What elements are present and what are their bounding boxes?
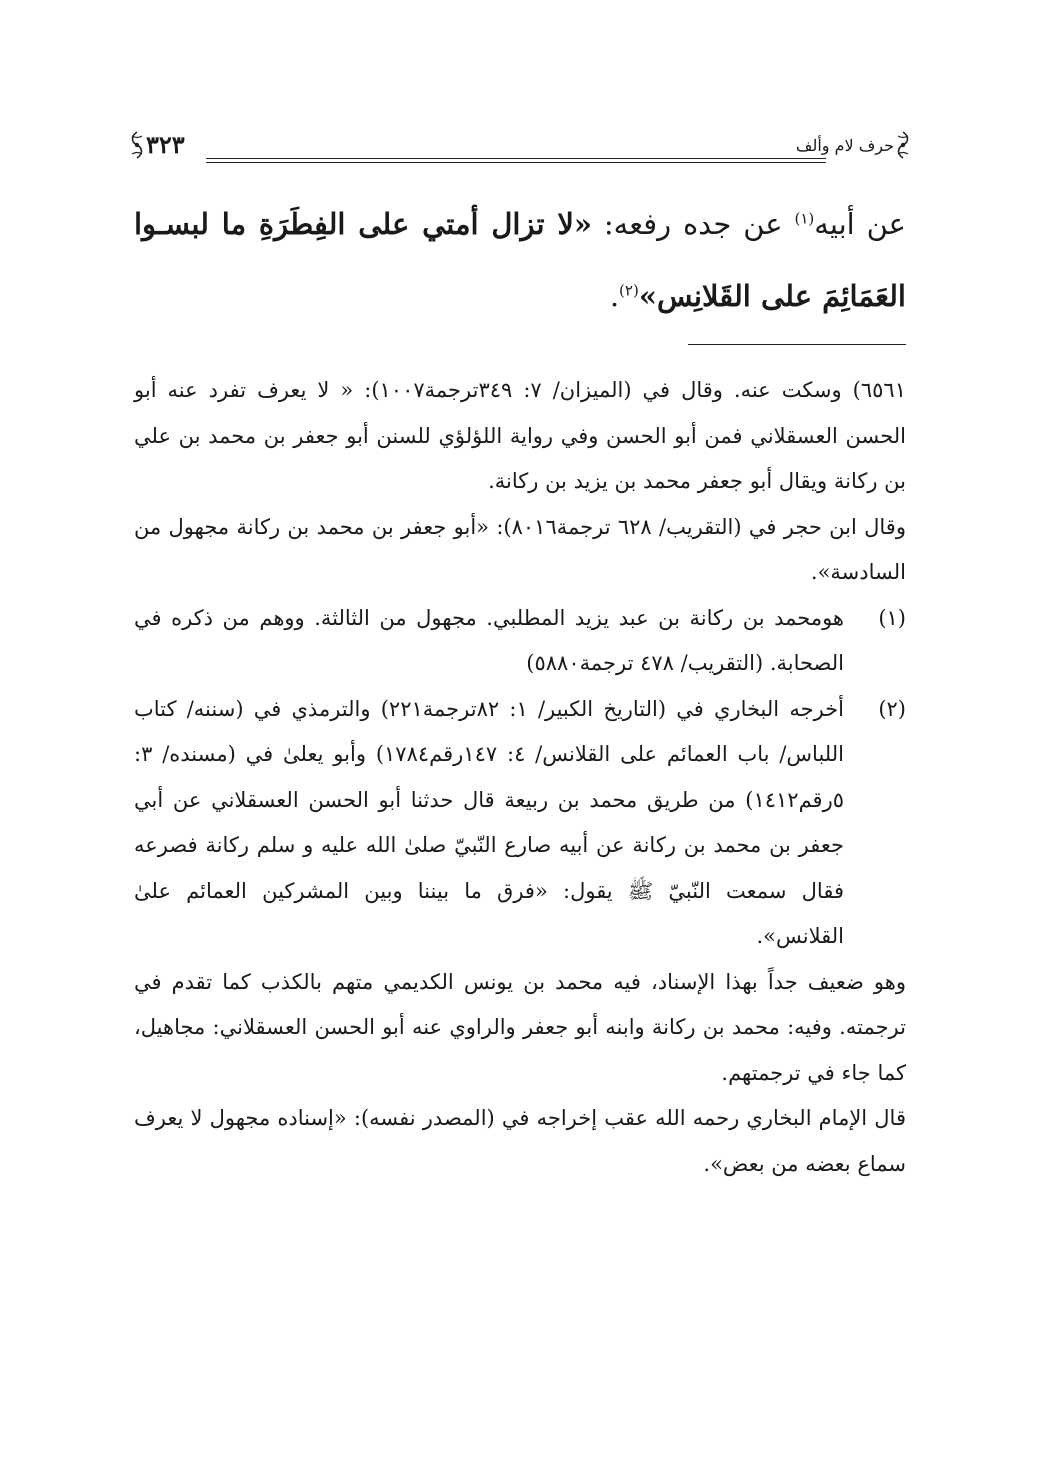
footnote-1-number: (١) [878, 605, 906, 630]
footnote-2 [134, 687, 906, 960]
footnote-ref-1[interactable]: (١) [794, 209, 815, 228]
page-number: ٣٢٣ [146, 130, 185, 159]
running-header [134, 128, 906, 168]
footnote-1-text: هومحمد بن ركانة بن عبد يزيد المطلبي. مجهول من الثالثة. ووهم من ذكره في الصحابة. (التقريب/ ٤٧٨ ترجمة٥٨٨٠) [134, 605, 844, 675]
footnote-paragraph-4: قال الإمام البخاري رحمه الله عقب إخراجه في (المصدر نفسه): «إسناده مجهول لا يعرف سماع بعضه من بعض». [134, 1106, 906, 1176]
footnote-continuation-1: ٦٥٦١) وسكت عنه. وقال في (الميزان/ ٧: ٣٤٩ترجمة١٠٠٧): « لا يعرف تفرد عنه أبو الحسن العسقلاني فمن أبو الحسن وفي رواية اللؤلؤي للسنن أبو جعفر بن محمد بن علي بن ركانة ويقال أبو جعفر محمد بن يزيد بن ركانة. [134, 378, 906, 493]
main-end: . [609, 279, 620, 313]
main-intro: عن أبيه [814, 207, 906, 241]
footnote-2-number: (٢) [878, 696, 906, 721]
ornament-right-icon [894, 130, 912, 160]
footnote-ref-2[interactable]: (٢) [619, 281, 639, 300]
footnote-divider [688, 344, 906, 345]
hadith-quote: «لا تزال أمتي على الفِطَرَةِ ما لبسـوا العَمَائِمَ على القَلانِس» [134, 207, 906, 313]
footnotes [134, 368, 906, 1187]
footnote-1 [134, 596, 906, 687]
footnote-continuation-2: وقال ابن حجر في (التقريب/ ٦٢٨ ترجمة٨٠١٦): «أبو جعفر بن محمد بن ركانة مجهول من السادسة». [134, 514, 906, 584]
footnote-2-text: أخرجه البخاري في (التاريخ الكبير/ ١: ٨٢ترجمة٢٢١) والترمذي في (سننه/ كتاب اللباس/ باب العمائم على القلانس/ ٤: ١٤٧رقم١٧٨٤) وأبو يعلىٰ في (مسنده/ ٣: ٥رقم١٤١٢) من طريق محمد بن ربيعة قال حدثنا أبو الحسن العسقلاني عن أبي جعفر بن محمد بن ركانة عن أبيه صارع النّبيّ صلىٰ الله عليه و سلم ركانة فصرعه فقال سمعت النّبيّ ﷺ يقول: «فرق ما بيننا وبين المشركين العمائم علىٰ القلانس». [134, 696, 844, 948]
ornament-left-icon [128, 130, 146, 160]
footnote-paragraph-3: وهو ضعيف جداً بهذا الإسناد، فيه محمد بن يونس الكديمي متهم بالكذب كما تقدم في ترجمته. وفيه: محمد بن ركانة وابنه أبو جعفر والراوي عنه أبو الحسن العسقلاني: مجاهيل، كما جاء في ترجمتهم. [134, 969, 906, 1085]
header-title: حرف لام وألف [795, 136, 894, 155]
main-mid: عن جده رفعه: [592, 207, 795, 241]
header-rule [206, 158, 826, 163]
main-text [134, 188, 906, 332]
